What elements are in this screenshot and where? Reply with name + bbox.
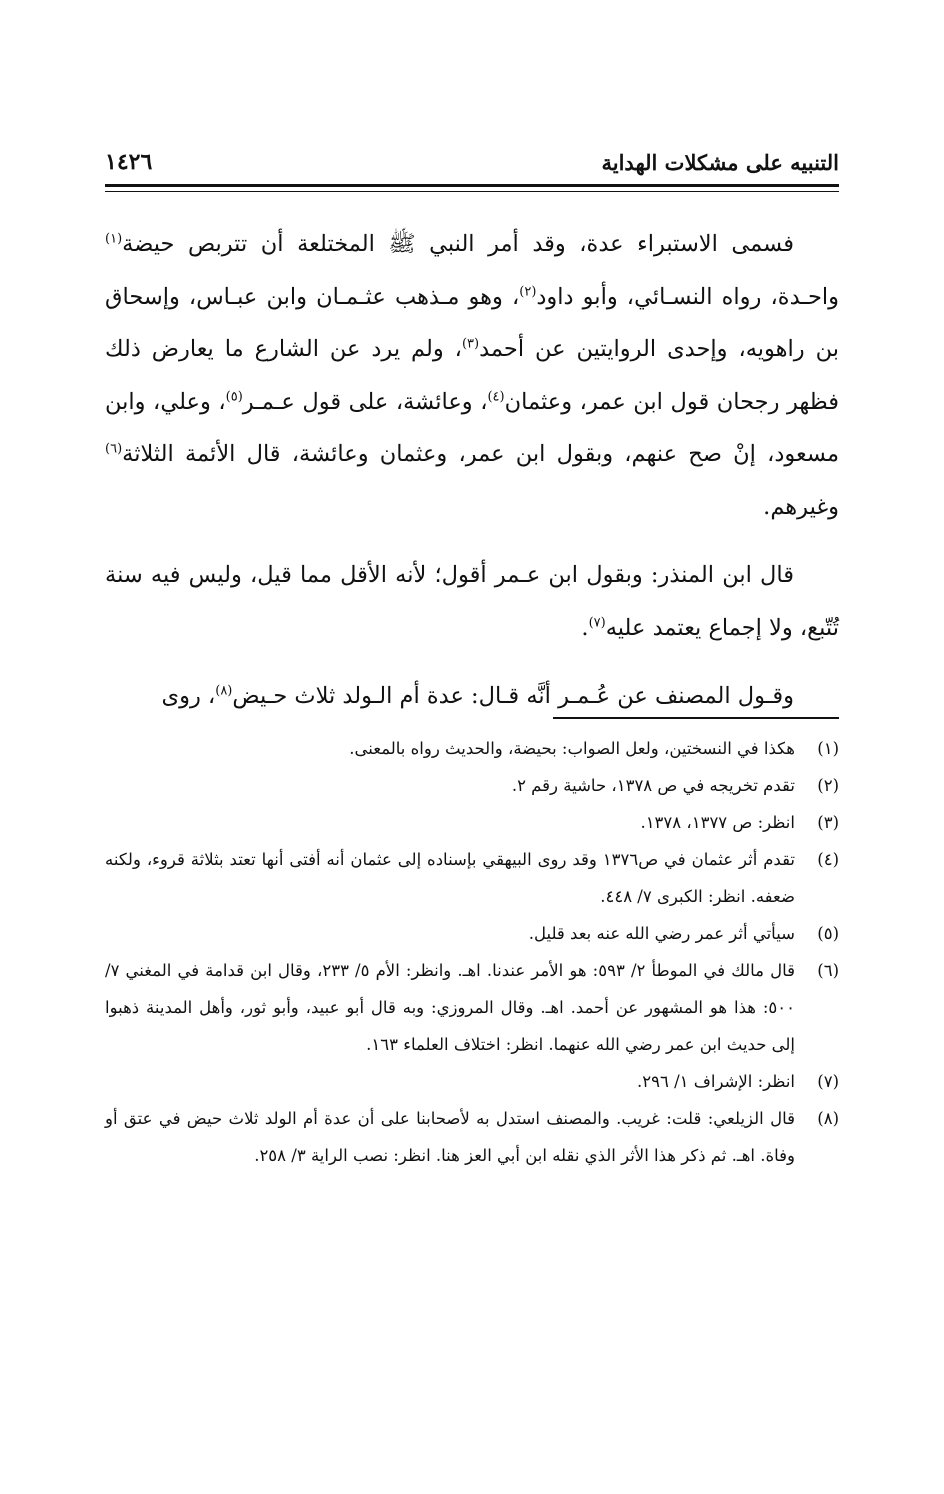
footnote-text: انظر: ص ١٣٧٧، ١٣٧٨. (640, 813, 795, 832)
text-run: ، وعائشة، على قول عـمـر (242, 388, 488, 415)
footnote-number: (٦) (817, 961, 839, 980)
footnote-ref: (٦) (105, 441, 123, 457)
text-run: واحـدة، رواه النسـائي، وأبو داود (536, 283, 839, 310)
footnote-ref: (٢) (519, 284, 537, 299)
footnote-number: (٥) (817, 924, 839, 943)
footnote-text: انظر: الإشراف ١/ ٢٩٦. (636, 1072, 795, 1091)
text-run: فسمى الاستبراء عدة، وقد أمر النبي ﷺ المختلعة أن تتربص حيضة (122, 231, 794, 257)
footnote-6 (105, 952, 839, 1063)
footnote-number: (١) (817, 739, 839, 758)
footnote-1 (105, 730, 839, 767)
footnote-number: (٨) (817, 1109, 839, 1128)
header-rule-thin (105, 191, 839, 192)
footnote-number: (٧) (817, 1072, 839, 1091)
footnote-8 (105, 1100, 839, 1174)
text-run: ، روى (161, 683, 216, 709)
text-run: وغيرهم. (763, 493, 839, 520)
footnote-ref: (١) (105, 231, 123, 247)
footnote-ref: (٣) (461, 336, 480, 352)
footnote-text: سيأتي أثر عمر رضي الله عنه بعد قليل. (528, 924, 795, 943)
footnote-4 (105, 841, 839, 915)
footnote-number: (٣) (817, 813, 839, 832)
header-rule-thick (105, 184, 839, 187)
footnote-ref: (٨) (215, 683, 233, 699)
main-text (105, 218, 839, 723)
footnote-text: تقدم تخريجه في ص ١٣٧٨، حاشية رقم ٢. (511, 776, 795, 795)
footnotes (105, 730, 839, 1174)
page-number: ١٤٢٦ (105, 149, 153, 175)
footnote-2 (105, 767, 839, 804)
footnote-number: (٤) (817, 850, 839, 869)
footnote-ref: (٧) (588, 615, 606, 630)
text-run: وقـول المصنف عن عُـمـر أنَّه قـال: عدة أم الـولد ثلاث حـيض (232, 683, 794, 709)
footnote-separator (553, 717, 839, 719)
paragraph-3 (105, 670, 839, 723)
paragraph-2 (105, 549, 839, 654)
footnote-ref: (٤) (487, 389, 505, 404)
footnote-number: (٢) (817, 776, 839, 795)
footnote-ref: (٥) (225, 389, 243, 404)
text-run: قال ابن المنذر: وبقول ابن عـمر أقول؛ لأنه الأقل مما قيل، وليس فيه سنة تُتّبع، ولا إجماع يعتمد عليه (105, 562, 839, 641)
footnote-text: هكذا في النسختين، ولعل الصواب: بحيضة، والحديث رواه بالمعنى. (349, 739, 795, 758)
footnote-text: قال الزيلعي: قلت: غريب. والمصنف استدل به لأصحابنا على أن عدة أم الولد ثلاث حيض في عتق أو وفاة. اهـ. ثم ذكر هذا الأثر الذي نقله ابن أبي العز هنا. انظر: نصب الراية ٣/ ٢٥٨. (105, 1109, 795, 1165)
footnote-text: قال مالك في الموطأ ٢/ ٥٩٣: هو الأمر عندنا. اهـ. وانظر: الأم ٥/ ٢٣٣، وقال ابن قدامة في المغني ٧/ ٥٠٠: هذا هو المشهور عن أحمد. اهـ. وقال المروزي: وبه قال أبو عبيد، وأبو ثور، وأهل المدينة ذهبوا إلى حديث ابن عمر رضي الله عنهما. انظر: اختلاف العلماء ١٦٣. (105, 961, 796, 1054)
paragraph-1 (105, 218, 839, 533)
text-run: ، ولم يرد عن الشارع ما يعارض ذلك فظهر رجحان قول ابن عمر، وعثمان (105, 336, 840, 415)
running-title: التنبيه على مشكلات الهداية (601, 149, 839, 175)
footnote-7 (105, 1063, 839, 1100)
footnote-3 (105, 804, 839, 841)
footnote-5 (105, 915, 839, 952)
footnote-text: تقدم أثر عثمان في ص١٣٧٦ وقد روى البيهقي بإسناده إلى عثمان أنه أفتى أنها تعتد بثلاثة قروء، ولكنه ضعفه. انظر: الكبرى ٧/ ٤٤٨. (105, 850, 796, 906)
text-run: . (581, 614, 589, 641)
text-run: ، وهو مـذهب عثـمـان وابن عبـاس، وإسحاق بن راهويه، وإحدى الروايتين عن أحمد (105, 283, 839, 362)
text-run: ، وعلي، وابن مسعود، إنْ صح عنهم، وبقول ابن عمر، وعثمان وعائشة، قال الأئمة الثلاثة (105, 388, 839, 467)
page-header (105, 140, 839, 184)
